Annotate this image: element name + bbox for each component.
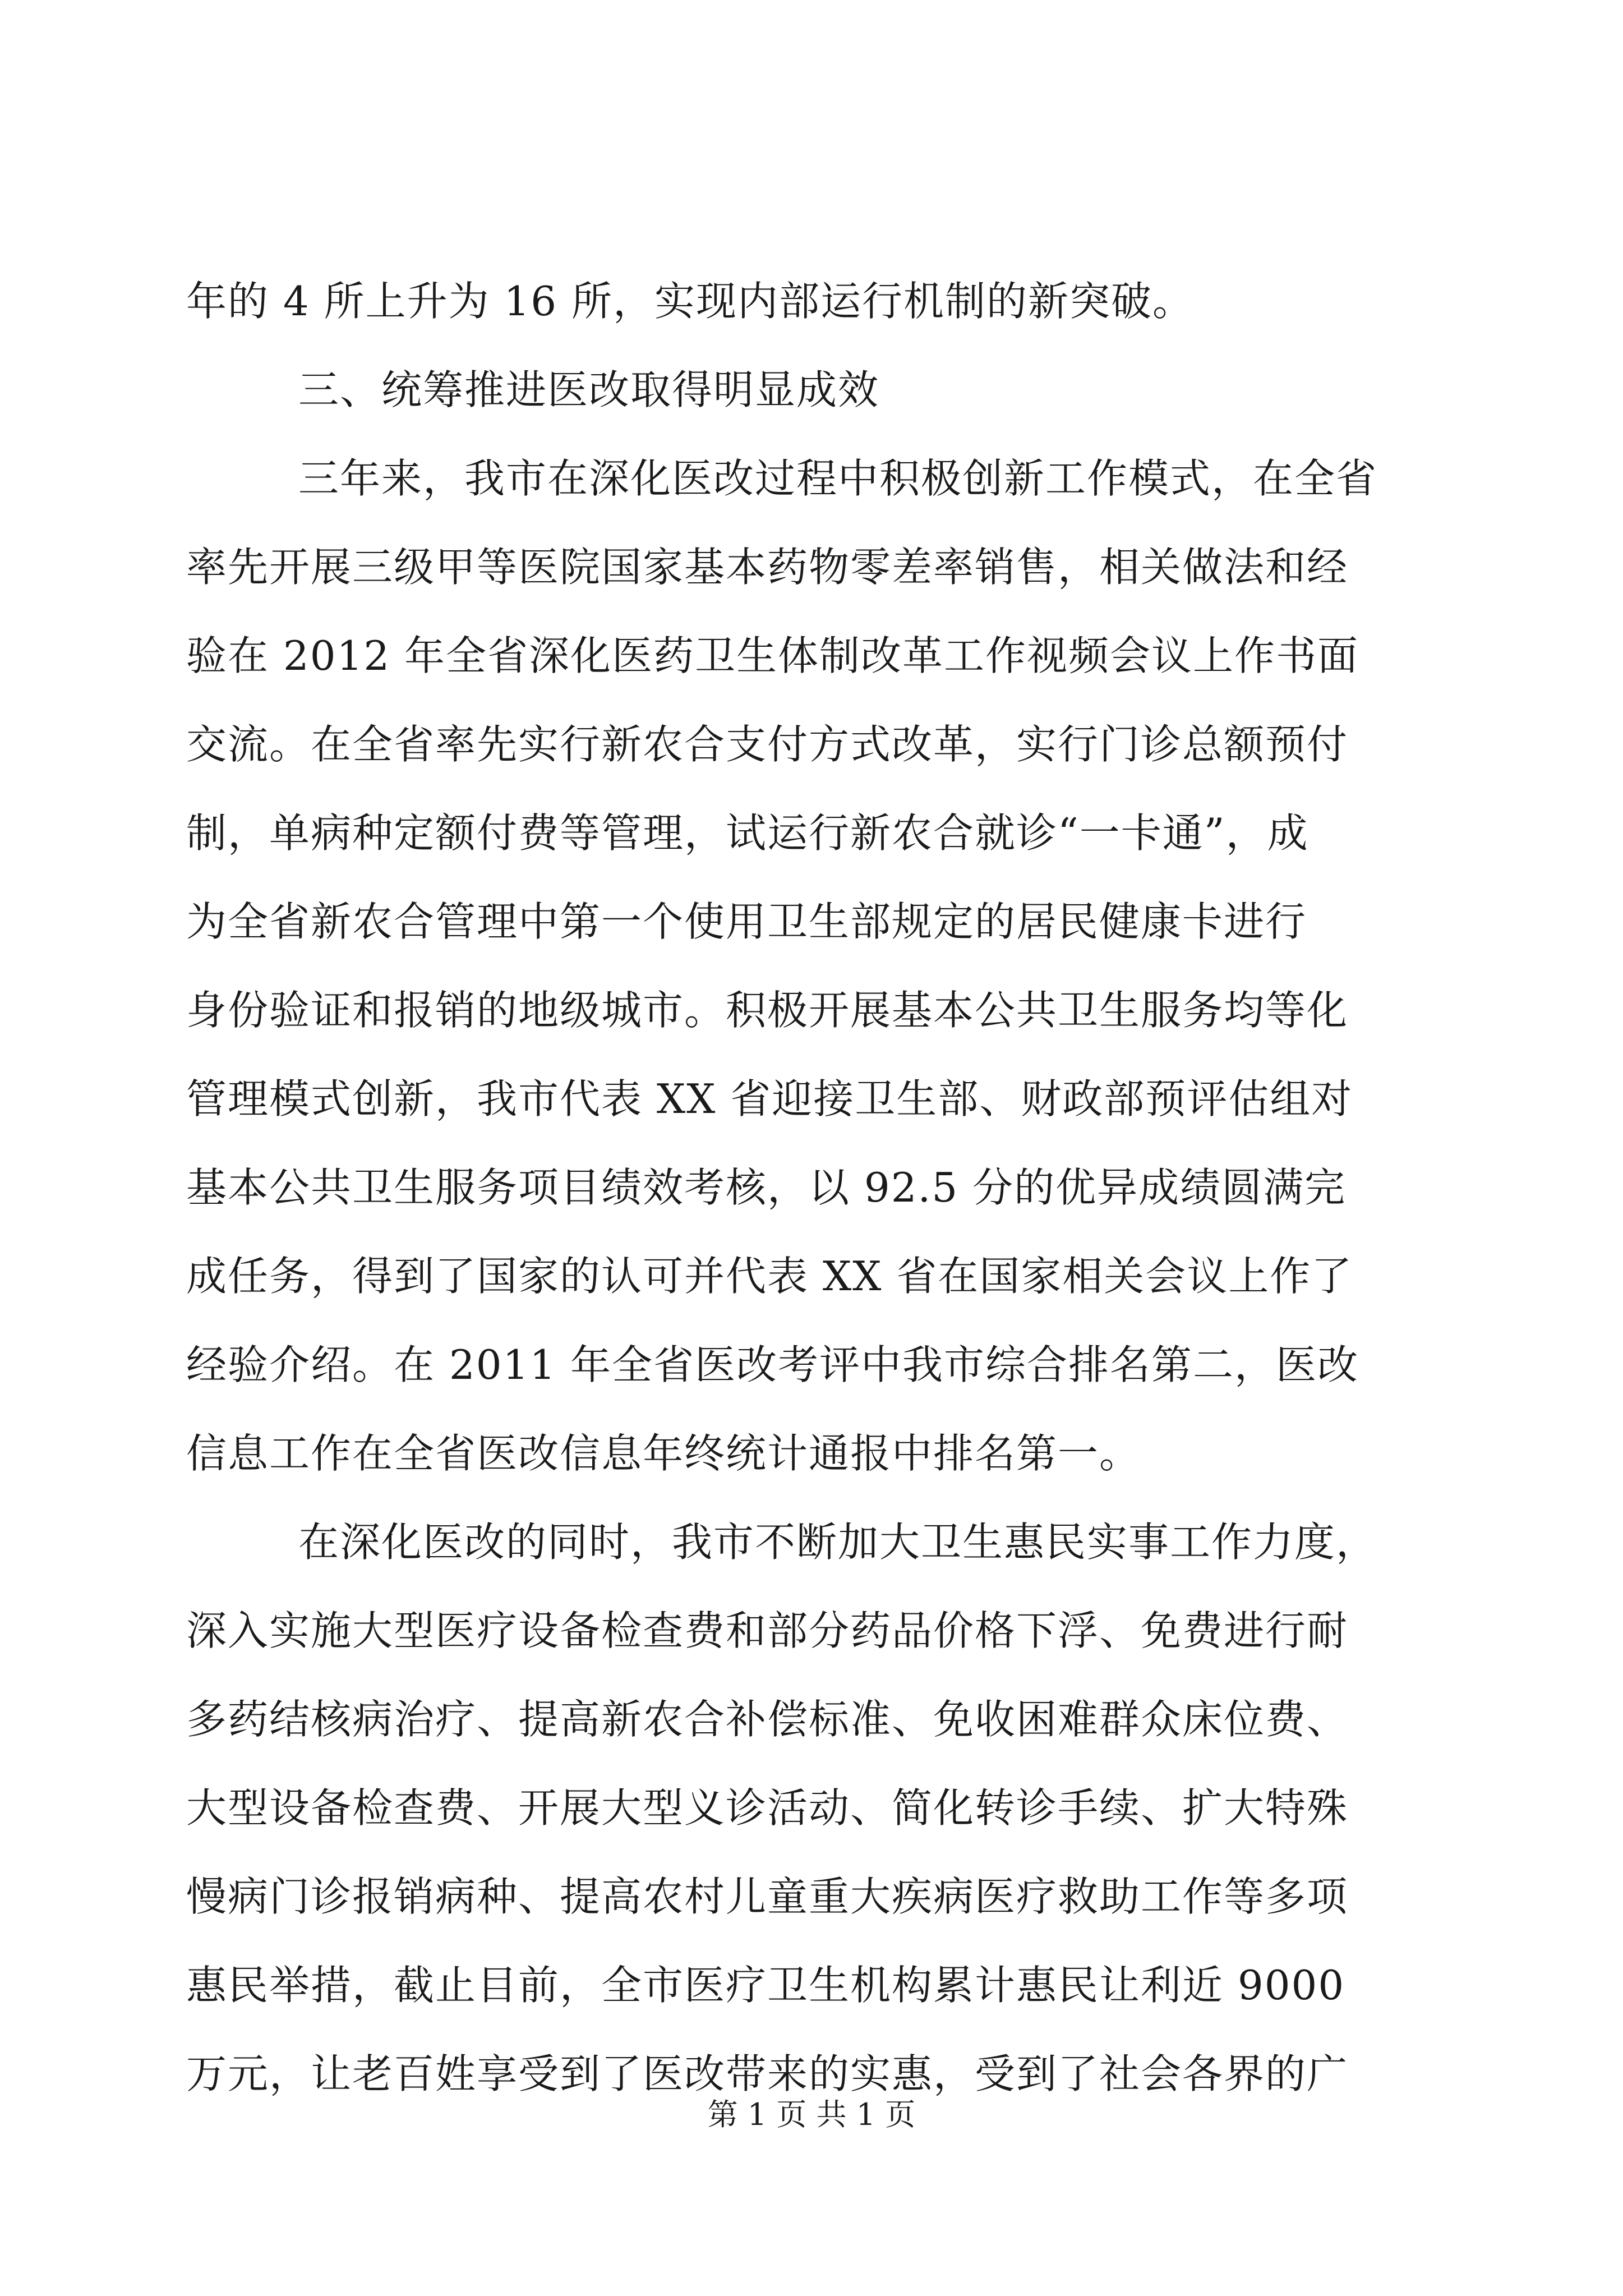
- text-line: 管理模式创新，我市代表 XX 省迎接卫生部、财政部预评估组对: [186, 1075, 1353, 1122]
- text-line: 年的 4 所上升为 16 所，实现内部运行机制的新突破。: [186, 278, 1194, 325]
- text-line: 信息工作在全省医改信息年终统计通报中排名第一。: [186, 1430, 1141, 1477]
- text-line: 基本公共卫生服务项目绩效考核，以 92.5 分的优异成绩圆满完: [186, 1164, 1347, 1211]
- text-line: 率先开展三级甲等医院国家基本药物零差率销售，相关做法和经: [186, 544, 1349, 591]
- text-line: 惠民举措，截止目前，全市医疗卫生机构累计惠民让利近 9000: [186, 1962, 1345, 2009]
- text-line: 成任务，得到了国家的认可并代表 XX 省在国家相关会议上作了: [186, 1253, 1353, 1300]
- page-footer: [0, 2095, 1623, 2134]
- text-line: 制，单病种定额付费等管理，试运行新农合就诊“一卡通”，成: [186, 809, 1309, 857]
- text-line: 验在 2012 年全省深化医药卫生体制改革工作视频会议上作书面: [186, 632, 1359, 679]
- text-line: 大型设备检查费、开展大型义诊活动、简化转诊手续、扩大特殊: [186, 1784, 1349, 1832]
- text-line: 交流。在全省率先实行新农合支付方式改革，实行门诊总额预付: [186, 721, 1349, 768]
- text-line: 为全省新农合管理中第一个使用卫生部规定的居民健康卡进行: [186, 898, 1307, 945]
- text-line: 在深化医改的同时，我市不断加大卫生惠民实事工作力度，: [298, 1519, 1378, 1566]
- text-line: 深入实施大型医疗设备检查费和部分药品价格下浮、免费进行耐: [186, 1607, 1349, 1654]
- page-number: 第 1 页 共 1 页: [707, 2097, 916, 2132]
- text-line: 三年来，我市在深化医改过程中积极创新工作模式，在全省: [298, 455, 1378, 502]
- document-body: [186, 257, 1427, 2118]
- text-line: 身份验证和报销的地级城市。积极开展基本公共卫生服务均等化: [186, 987, 1349, 1034]
- section-heading: 三、统筹推进医改取得明显成效: [298, 366, 880, 413]
- text-line: 经验介绍。在 2011 年全省医改考评中我市综合排名第二，医改: [186, 1341, 1359, 1388]
- text-line: 万元，让老百姓享受到了医改带来的实惠，受到了社会各界的广: [186, 2050, 1349, 2097]
- text-line: 慢病门诊报销病种、提高农村儿童重大疾病医疗救助工作等多项: [186, 1873, 1349, 1920]
- text-line: 多药结核病治疗、提高新农合补偿标准、免收困难群众床位费、: [186, 1696, 1349, 1743]
